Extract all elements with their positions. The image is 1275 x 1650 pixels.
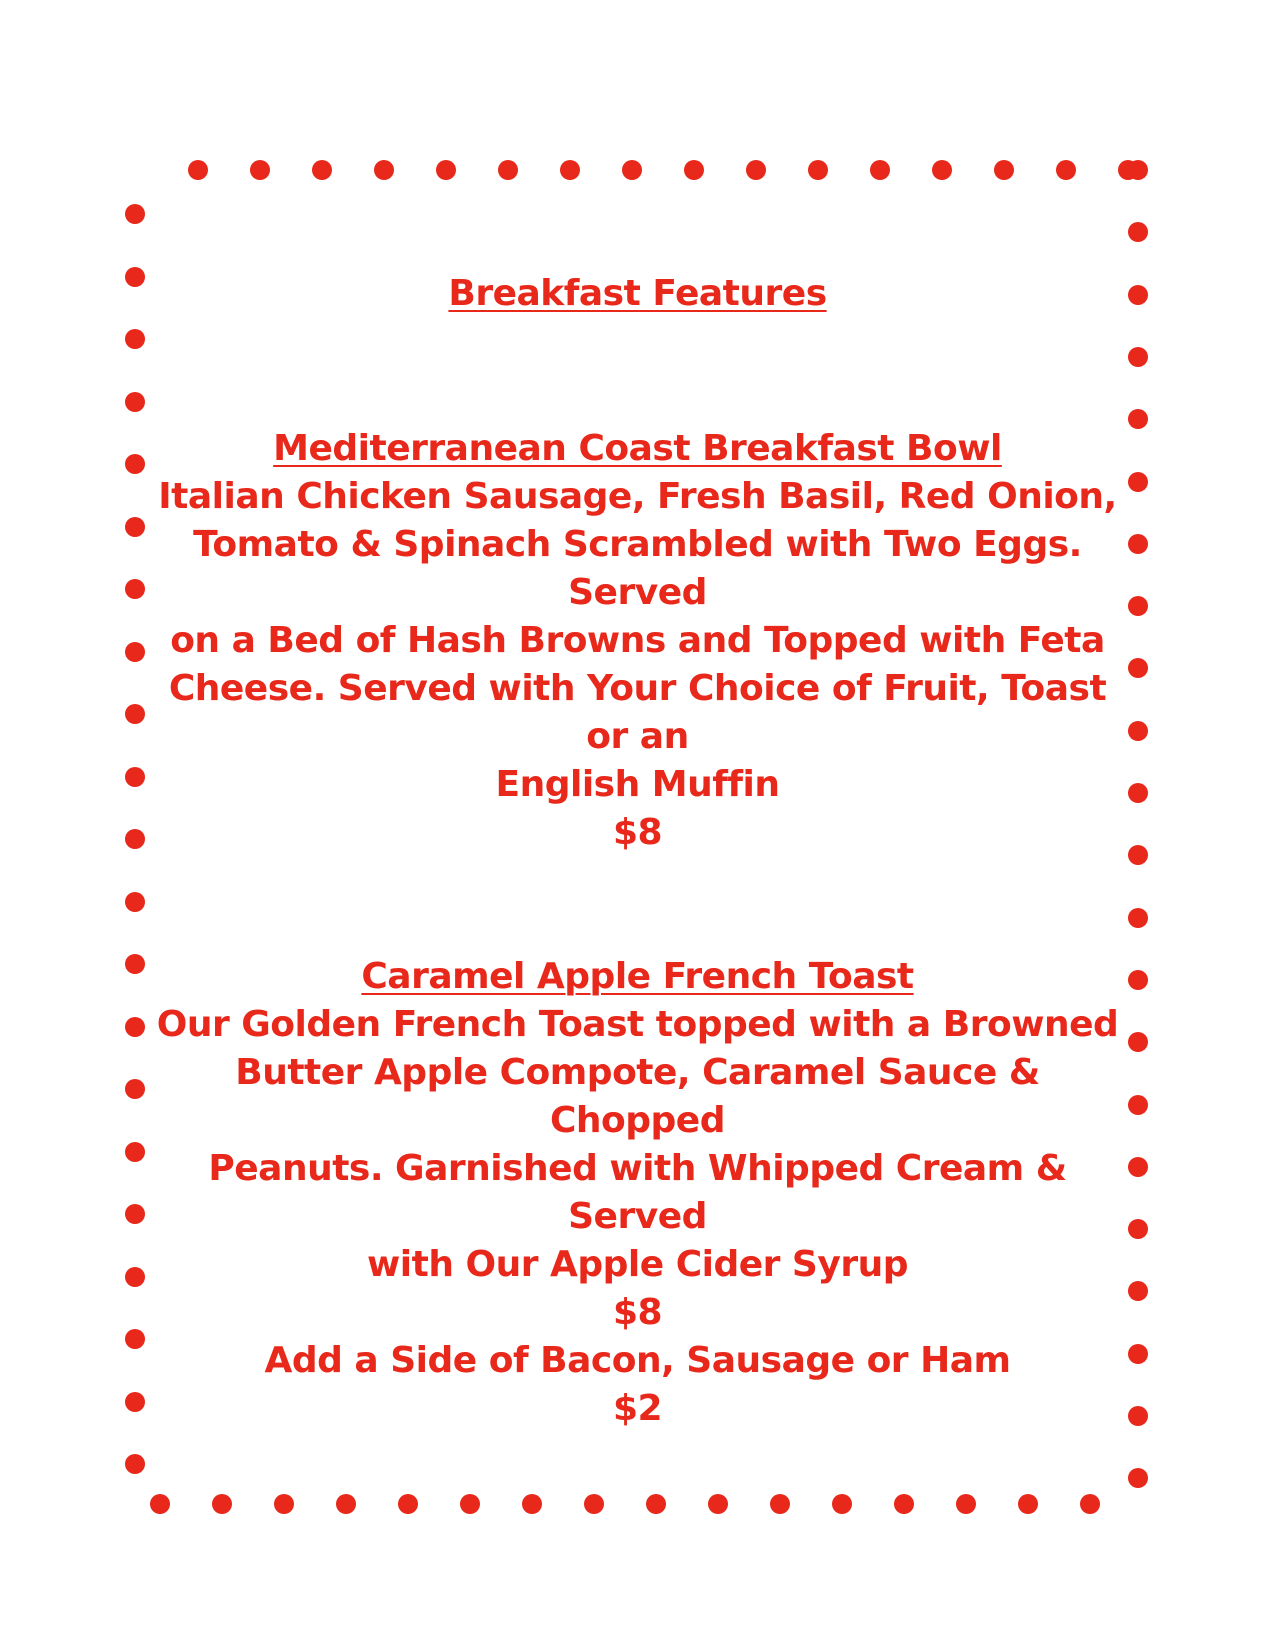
border-dot [125,829,145,849]
border-dot [932,160,952,180]
border-dot [1128,1157,1148,1177]
item-description-line: Cheese. Served with Your Choice of Fruit, Toast or an [168,668,1107,757]
border-dot [125,392,145,412]
border-dot [125,1079,145,1099]
border-dot [1128,534,1148,554]
border-dot [1128,285,1148,305]
border-dot [212,1494,232,1514]
item-price: $8 [612,812,663,853]
border-dot [808,160,828,180]
border-dot [125,1329,145,1349]
addon-text: Add a Side of Bacon, Sausage or Ham [264,1340,1011,1381]
item-description-line: Peanuts. Garnished with Whipped Cream & Served [208,1148,1067,1237]
border-dot [125,579,145,599]
border-dot [498,160,518,180]
border-dot [646,1494,666,1514]
border-dot [1128,783,1148,803]
border-dot [1128,347,1148,367]
border-dot [274,1494,294,1514]
border-dot [125,892,145,912]
item-description-line: on a Bed of Hash Browns and Topped with Feta [170,620,1105,661]
border-dot [188,160,208,180]
border-dot [125,517,145,537]
border-dot [125,767,145,787]
menu-item-caramel-apple-french-toast [150,953,1125,1433]
border-dot [746,160,766,180]
item-description-line: Tomato & Spinach Scrambled with Two Eggs. Served [193,524,1082,613]
border-dot [125,1017,145,1037]
border-dot [1128,472,1148,492]
item-price: $8 [612,1292,663,1333]
border-dot [994,160,1014,180]
border-dot [125,204,145,224]
border-dot [770,1494,790,1514]
border-dot [1080,1494,1100,1514]
border-dot [125,1267,145,1287]
border-dot [125,329,145,349]
border-dot [150,1494,170,1514]
item-name: Caramel Apple French Toast [361,956,914,997]
border-dot [1128,596,1148,616]
border-dot [125,1204,145,1224]
border-dot [1056,160,1076,180]
border-dot [398,1494,418,1514]
border-dot [560,160,580,180]
border-dot [460,1494,480,1514]
page-title: Breakfast Features [448,273,827,314]
border-dot [250,160,270,180]
border-dot [1018,1494,1038,1514]
border-dot [125,954,145,974]
border-dot [522,1494,542,1514]
border-dot [374,160,394,180]
item-description-line: Italian Chicken Sausage, Fresh Basil, Red Onion, [158,476,1117,517]
border-dot [125,267,145,287]
border-dot [125,1142,145,1162]
menu-content [150,270,1125,1433]
border-dot [436,160,456,180]
border-dot [1128,721,1148,741]
border-dot [125,454,145,474]
item-description-line: with Our Apple Cider Syrup [367,1244,908,1285]
border-dot [1128,970,1148,990]
border-dot [125,704,145,724]
border-dot [1128,1468,1148,1488]
border-dot [584,1494,604,1514]
border-dot [1128,1281,1148,1301]
border-dot [956,1494,976,1514]
item-description-line: Our Golden French Toast topped with a Browned [156,1004,1119,1045]
border-dot [1128,409,1148,429]
border-dot [125,1454,145,1474]
border-dot [1128,1344,1148,1364]
border-dot [1128,1095,1148,1115]
border-dot [312,160,332,180]
border-dot [125,642,145,662]
border-dot [684,160,704,180]
border-dot [1128,222,1148,242]
border-dot [1128,1032,1148,1052]
border-dot [1128,1219,1148,1239]
item-description-line: Butter Apple Compote, Caramel Sauce & Chopped [235,1052,1040,1141]
item-description-line: English Muffin [495,764,780,805]
item-name: Mediterranean Coast Breakfast Bowl [273,428,1002,469]
border-dot [894,1494,914,1514]
menu-item-mediterranean-bowl [150,425,1125,857]
border-dot [622,160,642,180]
border-dot [1128,845,1148,865]
addon-price: $2 [612,1388,663,1429]
border-dot [708,1494,728,1514]
border-dot [336,1494,356,1514]
border-dot [832,1494,852,1514]
border-dot [125,1392,145,1412]
border-dot [1128,658,1148,678]
border-dot [870,160,890,180]
border-dot [1128,1406,1148,1426]
border-dot [1128,160,1148,180]
border-dot [1128,908,1148,928]
